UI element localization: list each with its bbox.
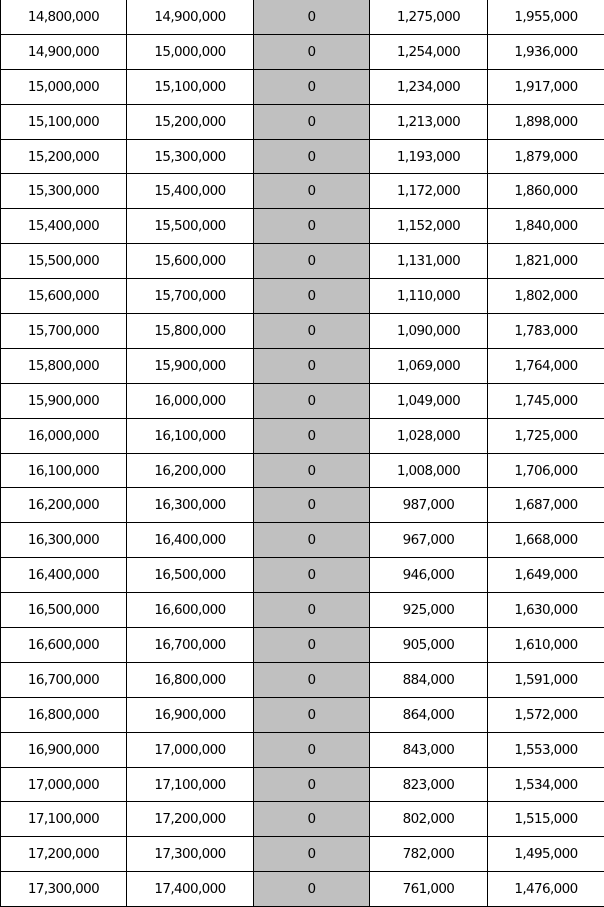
- table-row: [1, 872, 604, 907]
- zero-value-cell: 0: [254, 104, 370, 139]
- amount-a-cell: 1,110,000: [370, 279, 488, 314]
- income-from-cell: 16,300,000: [1, 523, 127, 558]
- zero-value-cell: 0: [254, 244, 370, 279]
- table-row: [1, 662, 604, 697]
- table-row: [1, 279, 604, 314]
- income-from-cell: 14,900,000: [1, 34, 127, 69]
- amount-b-cell: 1,687,000: [488, 488, 604, 523]
- income-to-cell: 15,200,000: [127, 104, 254, 139]
- amount-a-cell: 1,049,000: [370, 383, 488, 418]
- zero-value-cell: 0: [254, 383, 370, 418]
- amount-a-cell: 1,028,000: [370, 418, 488, 453]
- income-to-cell: 16,400,000: [127, 523, 254, 558]
- amount-a-cell: 1,172,000: [370, 174, 488, 209]
- income-to-cell: 17,200,000: [127, 802, 254, 837]
- table-row: [1, 732, 604, 767]
- amount-b-cell: 1,495,000: [488, 837, 604, 872]
- income-from-cell: 16,900,000: [1, 732, 127, 767]
- table-row: [1, 34, 604, 69]
- income-to-cell: 16,500,000: [127, 558, 254, 593]
- income-from-cell: 15,300,000: [1, 174, 127, 209]
- amount-a-cell: 1,275,000: [370, 0, 488, 34]
- amount-b-cell: 1,649,000: [488, 558, 604, 593]
- income-from-cell: 17,000,000: [1, 767, 127, 802]
- amount-a-cell: 1,152,000: [370, 209, 488, 244]
- table-row: [1, 593, 604, 628]
- income-from-cell: 15,000,000: [1, 69, 127, 104]
- table-row: [1, 383, 604, 418]
- income-to-cell: 15,400,000: [127, 174, 254, 209]
- income-from-cell: 15,500,000: [1, 244, 127, 279]
- amount-b-cell: 1,821,000: [488, 244, 604, 279]
- income-from-cell: 16,000,000: [1, 418, 127, 453]
- amount-a-cell: 884,000: [370, 662, 488, 697]
- amount-a-cell: 864,000: [370, 697, 488, 732]
- income-to-cell: 15,900,000: [127, 348, 254, 383]
- income-to-cell: 16,200,000: [127, 453, 254, 488]
- table-row: [1, 69, 604, 104]
- zero-value-cell: 0: [254, 453, 370, 488]
- zero-value-cell: 0: [254, 837, 370, 872]
- amount-b-cell: 1,898,000: [488, 104, 604, 139]
- income-to-cell: 16,000,000: [127, 383, 254, 418]
- table-body: [1, 0, 604, 907]
- amount-b-cell: 1,745,000: [488, 383, 604, 418]
- amount-b-cell: 1,553,000: [488, 732, 604, 767]
- income-to-cell: 17,300,000: [127, 837, 254, 872]
- zero-value-cell: 0: [254, 139, 370, 174]
- table-row: [1, 628, 604, 663]
- income-to-cell: 16,700,000: [127, 628, 254, 663]
- table-row: [1, 802, 604, 837]
- amount-b-cell: 1,764,000: [488, 348, 604, 383]
- zero-value-cell: 0: [254, 488, 370, 523]
- income-from-cell: 15,200,000: [1, 139, 127, 174]
- zero-value-cell: 0: [254, 558, 370, 593]
- amount-a-cell: 1,234,000: [370, 69, 488, 104]
- income-from-cell: 15,900,000: [1, 383, 127, 418]
- zero-value-cell: 0: [254, 662, 370, 697]
- amount-b-cell: 1,917,000: [488, 69, 604, 104]
- income-from-cell: 17,100,000: [1, 802, 127, 837]
- table-row: [1, 488, 604, 523]
- table-row: [1, 139, 604, 174]
- amount-b-cell: 1,955,000: [488, 0, 604, 34]
- income-from-cell: 16,400,000: [1, 558, 127, 593]
- amount-b-cell: 1,783,000: [488, 314, 604, 349]
- income-from-cell: 16,700,000: [1, 662, 127, 697]
- income-to-cell: 16,800,000: [127, 662, 254, 697]
- table-row: [1, 174, 604, 209]
- income-to-cell: 17,000,000: [127, 732, 254, 767]
- amount-b-cell: 1,860,000: [488, 174, 604, 209]
- income-from-cell: 15,100,000: [1, 104, 127, 139]
- zero-value-cell: 0: [254, 802, 370, 837]
- income-from-cell: 16,100,000: [1, 453, 127, 488]
- income-from-cell: 15,700,000: [1, 314, 127, 349]
- amount-b-cell: 1,668,000: [488, 523, 604, 558]
- zero-value-cell: 0: [254, 279, 370, 314]
- income-to-cell: 17,400,000: [127, 872, 254, 907]
- zero-value-cell: 0: [254, 0, 370, 34]
- amount-a-cell: 761,000: [370, 872, 488, 907]
- zero-value-cell: 0: [254, 209, 370, 244]
- amount-a-cell: 1,090,000: [370, 314, 488, 349]
- income-to-cell: 17,100,000: [127, 767, 254, 802]
- income-from-cell: 16,600,000: [1, 628, 127, 663]
- income-to-cell: 15,000,000: [127, 34, 254, 69]
- table-row: [1, 314, 604, 349]
- income-from-cell: 15,600,000: [1, 279, 127, 314]
- amount-b-cell: 1,610,000: [488, 628, 604, 663]
- table-row: [1, 0, 604, 34]
- zero-value-cell: 0: [254, 69, 370, 104]
- income-to-cell: 16,600,000: [127, 593, 254, 628]
- table-row: [1, 244, 604, 279]
- table-row: [1, 209, 604, 244]
- income-to-cell: 16,300,000: [127, 488, 254, 523]
- income-from-cell: 17,300,000: [1, 872, 127, 907]
- amount-a-cell: 967,000: [370, 523, 488, 558]
- income-from-cell: 14,800,000: [1, 0, 127, 34]
- income-to-cell: 15,100,000: [127, 69, 254, 104]
- table-row: [1, 767, 604, 802]
- amount-a-cell: 1,008,000: [370, 453, 488, 488]
- amount-b-cell: 1,725,000: [488, 418, 604, 453]
- amount-b-cell: 1,840,000: [488, 209, 604, 244]
- table-row: [1, 104, 604, 139]
- amount-b-cell: 1,630,000: [488, 593, 604, 628]
- zero-value-cell: 0: [254, 872, 370, 907]
- table-row: [1, 453, 604, 488]
- amount-b-cell: 1,802,000: [488, 279, 604, 314]
- amount-a-cell: 1,254,000: [370, 34, 488, 69]
- zero-value-cell: 0: [254, 523, 370, 558]
- zero-value-cell: 0: [254, 767, 370, 802]
- amount-a-cell: 925,000: [370, 593, 488, 628]
- zero-value-cell: 0: [254, 732, 370, 767]
- zero-value-cell: 0: [254, 697, 370, 732]
- income-from-cell: 17,200,000: [1, 837, 127, 872]
- table-row: [1, 697, 604, 732]
- zero-value-cell: 0: [254, 34, 370, 69]
- table-row: [1, 418, 604, 453]
- income-from-cell: 16,200,000: [1, 488, 127, 523]
- amount-a-cell: 843,000: [370, 732, 488, 767]
- zero-value-cell: 0: [254, 593, 370, 628]
- amount-b-cell: 1,534,000: [488, 767, 604, 802]
- zero-value-cell: 0: [254, 628, 370, 663]
- income-to-cell: 16,100,000: [127, 418, 254, 453]
- amount-a-cell: 802,000: [370, 802, 488, 837]
- income-to-cell: 15,600,000: [127, 244, 254, 279]
- zero-value-cell: 0: [254, 348, 370, 383]
- amount-b-cell: 1,936,000: [488, 34, 604, 69]
- amount-a-cell: 1,131,000: [370, 244, 488, 279]
- income-to-cell: 15,800,000: [127, 314, 254, 349]
- amount-b-cell: 1,879,000: [488, 139, 604, 174]
- income-to-cell: 15,300,000: [127, 139, 254, 174]
- income-to-cell: 15,700,000: [127, 279, 254, 314]
- income-to-cell: 14,900,000: [127, 0, 254, 34]
- income-from-cell: 16,800,000: [1, 697, 127, 732]
- amount-b-cell: 1,572,000: [488, 697, 604, 732]
- amount-b-cell: 1,515,000: [488, 802, 604, 837]
- amount-a-cell: 1,193,000: [370, 139, 488, 174]
- amount-a-cell: 946,000: [370, 558, 488, 593]
- amount-b-cell: 1,591,000: [488, 662, 604, 697]
- zero-value-cell: 0: [254, 174, 370, 209]
- table-row: [1, 558, 604, 593]
- amount-a-cell: 987,000: [370, 488, 488, 523]
- income-from-cell: 15,800,000: [1, 348, 127, 383]
- zero-value-cell: 0: [254, 418, 370, 453]
- zero-value-cell: 0: [254, 314, 370, 349]
- amount-a-cell: 782,000: [370, 837, 488, 872]
- amount-a-cell: 823,000: [370, 767, 488, 802]
- table-row: [1, 348, 604, 383]
- income-from-cell: 15,400,000: [1, 209, 127, 244]
- amount-a-cell: 1,213,000: [370, 104, 488, 139]
- income-from-cell: 16,500,000: [1, 593, 127, 628]
- table-row: [1, 837, 604, 872]
- table-row: [1, 523, 604, 558]
- income-to-cell: 16,900,000: [127, 697, 254, 732]
- income-to-cell: 15,500,000: [127, 209, 254, 244]
- amount-a-cell: 905,000: [370, 628, 488, 663]
- amount-a-cell: 1,069,000: [370, 348, 488, 383]
- amount-b-cell: 1,706,000: [488, 453, 604, 488]
- amount-b-cell: 1,476,000: [488, 872, 604, 907]
